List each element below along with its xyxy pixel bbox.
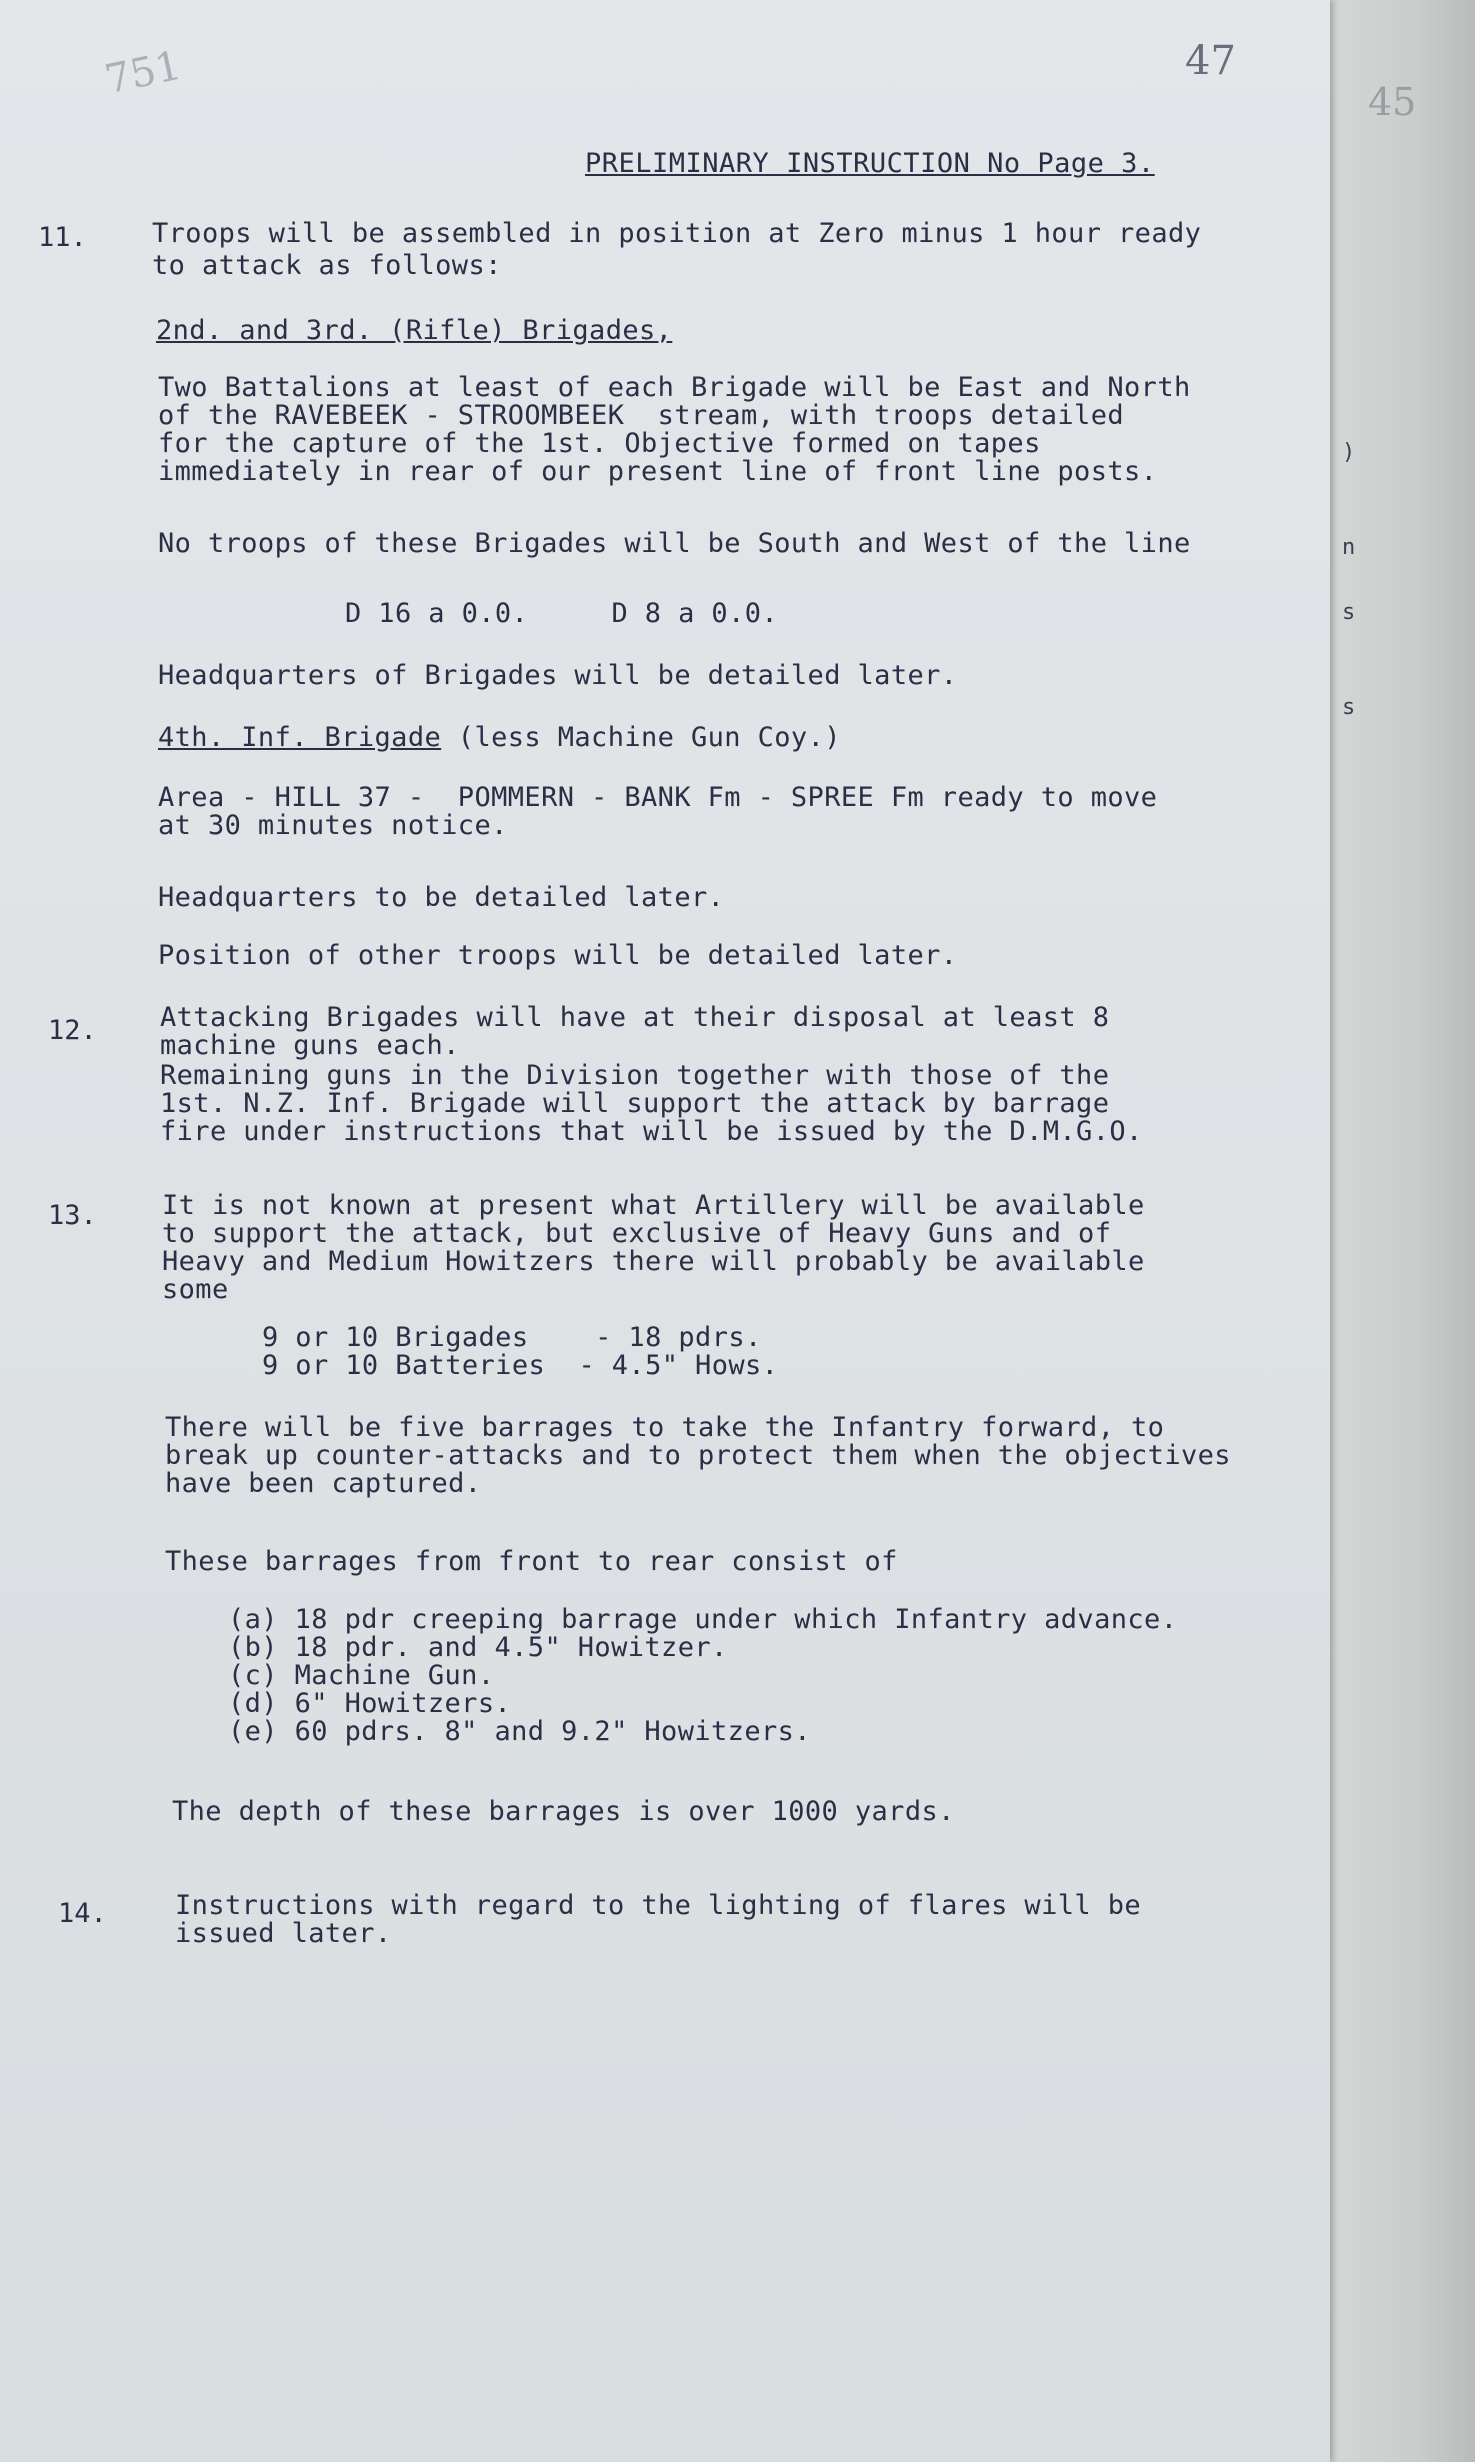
paragraph-line: Position of other troops will be detailed later. <box>158 940 958 971</box>
subsection-heading-2 <box>158 722 841 753</box>
subsection-heading: 2nd. and 3rd. (Rifle) Brigades, <box>156 315 673 346</box>
under-edge-letter: ) <box>1342 440 1356 465</box>
coordinate-line: D 16 a 0.0. D 8 a 0.0. <box>345 598 779 629</box>
paragraph-number-11: 11. <box>38 222 87 253</box>
under-edge-letter: s <box>1342 695 1356 720</box>
paragraph-line: machine guns each. <box>160 1030 460 1061</box>
paragraph-line: Two Battalions at least of each Brigade will be East and North <box>158 372 1191 403</box>
paragraph-line: fire under instructions that will be issued by the D.M.G.O. <box>160 1116 1143 1147</box>
paragraph-line: These barrages from front to rear consist of <box>165 1546 898 1577</box>
paragraph-line: There will be five barrages to take the Infantry forward, to <box>165 1412 1165 1443</box>
paragraph-line: some <box>162 1274 229 1305</box>
paragraph-line: to support the attack, but exclusive of Heavy Guns and of <box>162 1218 1112 1249</box>
barrage-list-item: (c) Machine Gun. <box>228 1660 495 1691</box>
under-edge-letter: s <box>1342 600 1356 625</box>
paragraph-line: at 30 minutes notice. <box>158 810 508 841</box>
paragraph-line: The depth of these barrages is over 1000 yards. <box>172 1796 955 1827</box>
subsection-heading-rest: (less Machine Gun Coy.) <box>441 722 841 753</box>
paragraph-number-12: 12. <box>48 1015 97 1046</box>
paragraph-line: have been captured. <box>165 1468 482 1499</box>
under-page-number: 45 <box>1368 80 1417 124</box>
under-edge-letter: n <box>1342 535 1356 560</box>
paragraph-line: Headquarters to be detailed later. <box>158 882 725 913</box>
paragraph-line: break up counter-attacks and to protect them when the objectives <box>165 1440 1231 1471</box>
paragraph-line: 1st. N.Z. Inf. Brigade will support the attack by barrage <box>160 1088 1110 1119</box>
paragraph-line: to attack as follows: <box>152 250 502 281</box>
barrage-list-item: (e) 60 pdrs. 8" and 9.2" Howitzers. <box>228 1716 811 1747</box>
page-heading: PRELIMINARY INSTRUCTION No Page 3. <box>585 148 1155 179</box>
barrage-list-item: (b) 18 pdr. and 4.5" Howitzer. <box>228 1632 728 1663</box>
paragraph-line: Troops will be assembled in position at Zero minus 1 hour ready <box>152 218 1202 249</box>
paragraph-line: Remaining guns in the Division together with those of the <box>160 1060 1110 1091</box>
pencil-number: 751 <box>101 42 186 104</box>
paragraph-number-14: 14. <box>58 1898 107 1929</box>
paragraph-line: of the RAVEBEEK - STROOMBEEK stream, with troops detailed <box>158 400 1125 431</box>
paragraph-line: Headquarters of Brigades will be detailed later. <box>158 660 958 691</box>
paragraph-line: No troops of these Brigades will be South and West of the line <box>158 528 1191 559</box>
paragraph-line: issued later. <box>175 1918 392 1949</box>
paragraph-line: Heavy and Medium Howitzers there will probably be available <box>162 1246 1145 1277</box>
artillery-line: 9 or 10 Brigades - 18 pdrs. <box>262 1322 762 1353</box>
paragraph-line: for the capture of the 1st. Objective formed on tapes <box>158 428 1041 459</box>
paragraph-number-13: 13. <box>48 1200 97 1231</box>
barrage-list-item: (d) 6" Howitzers. <box>228 1688 512 1719</box>
paragraph-line: It is not known at present what Artillery will be available <box>162 1190 1145 1221</box>
artillery-line: 9 or 10 Batteries - 4.5" Hows. <box>262 1350 779 1381</box>
barrage-list-item: (a) 18 pdr creeping barrage under which Infantry advance. <box>228 1604 1178 1635</box>
paragraph-line: Attacking Brigades will have at their disposal at least 8 <box>160 1002 1110 1033</box>
paragraph-line: immediately in rear of our present line of front line posts. <box>158 456 1158 487</box>
paragraph-line: Instructions with regard to the lighting of flares will be <box>175 1890 1142 1921</box>
underlying-sheet <box>1320 0 1475 2462</box>
subsection-heading-underlined: 4th. Inf. Brigade <box>158 722 442 753</box>
page-number: 47 <box>1185 38 1236 84</box>
paragraph-line: Area - HILL 37 - POMMERN - BANK Fm - SPREE Fm ready to move <box>158 782 1158 813</box>
